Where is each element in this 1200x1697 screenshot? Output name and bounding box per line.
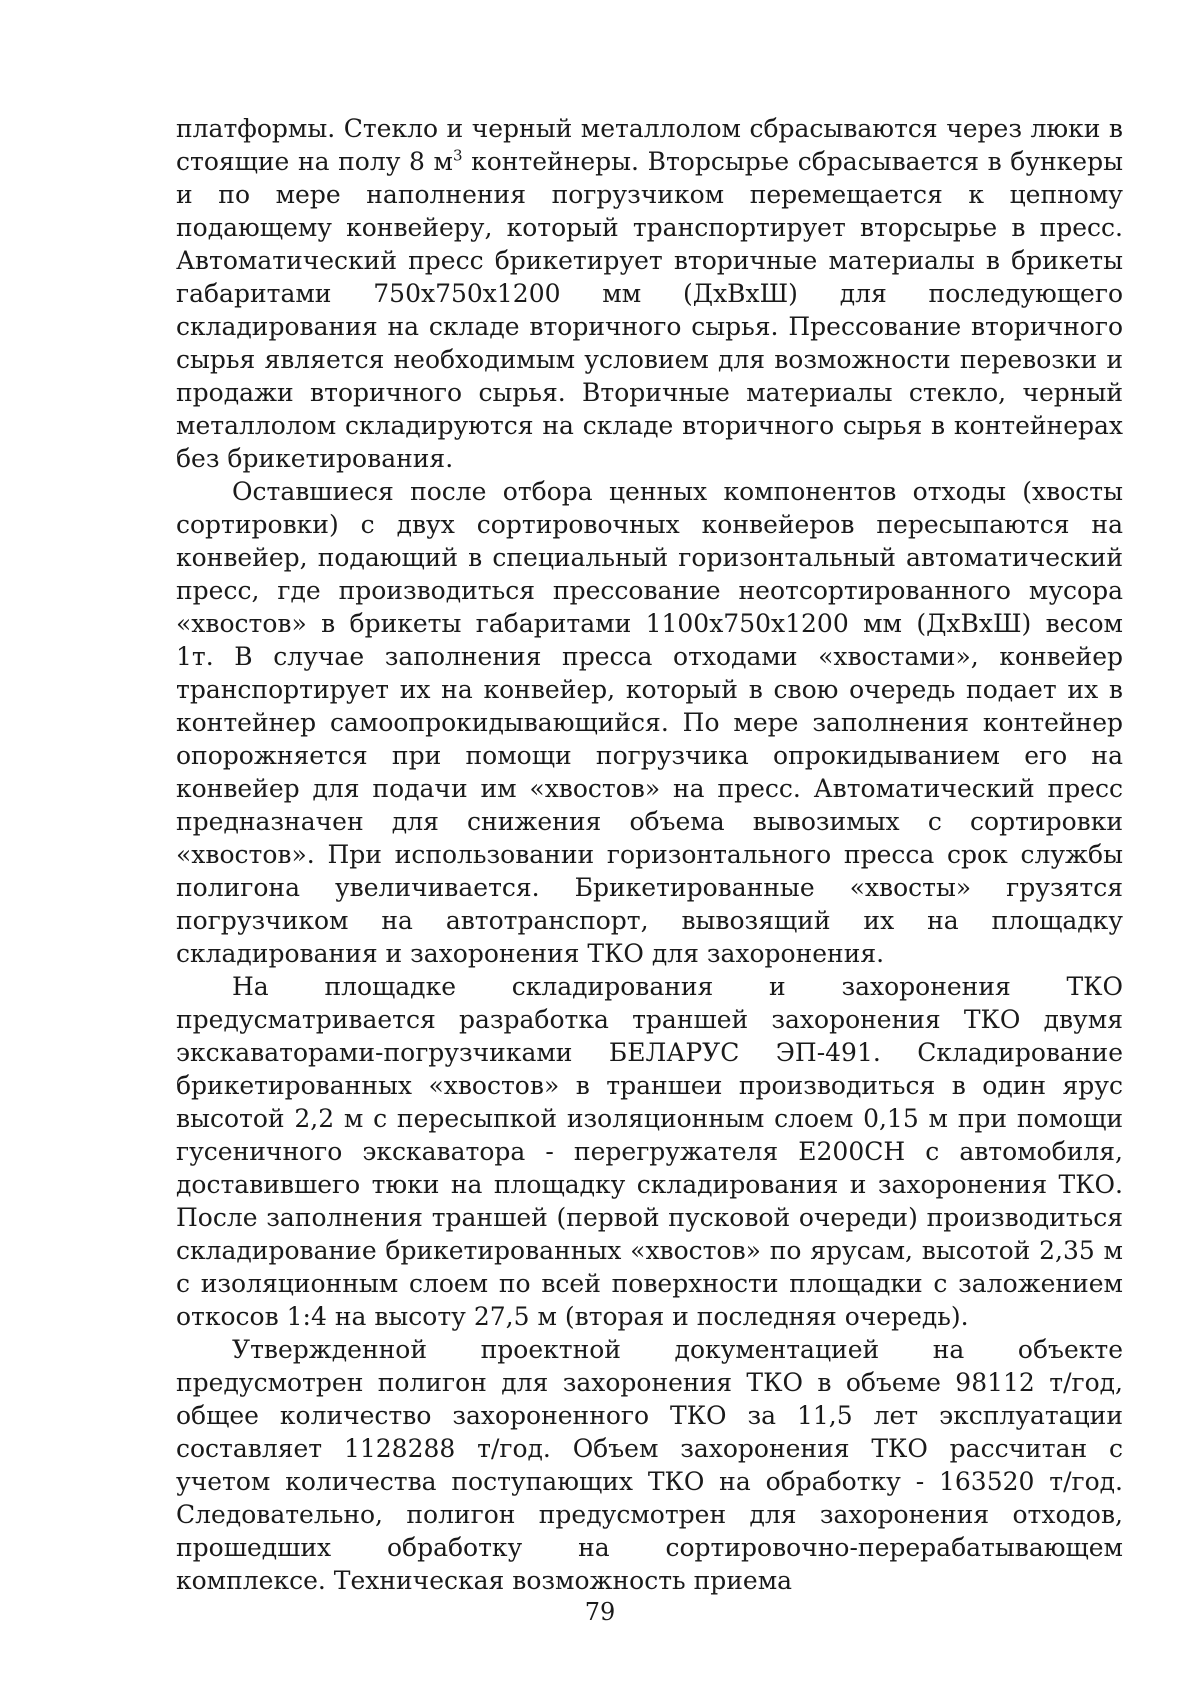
paragraph-1-text-a: платформы. Стекло и черный металлолом сбрасываются через люки в стоящие на полу 8 м: [176, 114, 1123, 176]
superscript-cubic: 3: [452, 146, 463, 165]
paragraph-3: На площадке складирования и захоронения ТКО предусматривается разработка траншей захоронения ТКО двумя экскаваторами-погрузчиками БЕЛАРУС ЭП-491. Складирование брикетированных «хвостов» в траншеи производиться в один ярус высотой 2,2 м с пересыпкой изоляционным слоем 0,15 м при помощи гусеничного экскаватора - перегружателя Е200СН с автомобиля, доставившего тюки на площадку складирования и захоронения ТКО. После заполнения траншей (первой пусковой очереди) производиться складирование брикетированных «хвостов» по ярусам, высотой 2,35 м с изоляционным слоем по всей поверхности площадки с заложением откосов 1:4 на высоту 27,5 м (вторая и последняя очередь).: [176, 972, 1123, 1331]
body-text: [176, 112, 1123, 1597]
paragraph-1: [176, 112, 1123, 475]
paragraph-2: Оставшиеся после отбора ценных компонентов отходы (хвосты сортировки) с двух сортировочных конвейеров пересыпаются на конвейер, подающий в специальный горизонтальный автоматический пресс, где производиться прессование неотсортированного мусора «хвостов» в брикеты габаритами 1100х750х1200 мм (ДхВхШ) весом 1т. В случае заполнения пресса отходами «хвостами», конвейер транспортирует их на конвейер, который в свою очередь подает их в контейнер самоопрокидывающийся. По мере заполнения контейнер опорожняется при помощи погрузчика опрокидыванием его на конвейер для подачи им «хвостов» на пресс. Автоматический пресс предназначен для снижения объема вывозимых с сортировки «хвостов». При использовании горизонтального пресса срок службы полигона увеличивается. Брикетированные «хвосты» грузятся погрузчиком на автотранспорт, вывозящий их на площадку складирования и захоронения ТКО для захоронения.: [176, 477, 1123, 968]
paragraph-4: Утвержденной проектной документацией на объекте предусмотрен полигон для захоронения ТКО в объеме 98112 т/год, общее количество захороненного ТКО за 11,5 лет эксплуатации составляет 1128288 т/год. Объем захоронения ТКО рассчитан с учетом количества поступающих ТКО на обработку - 163520 т/год. Следовательно, полигон предусмотрен для захоронения отходов, прошедших обработку на сортировочно-перерабатывающем комплексе. Техническая возможность приема: [176, 1335, 1123, 1595]
paragraph-1-text-b: контейнеры. Вторсырье сбрасывается в бункеры и по мере наполнения погрузчиком перемещается к цепному подающему конвейеру, который транспортирует вторсырье в пресс. Автоматический пресс брикетирует вторичные материалы в брикеты габаритами 750х750х1200 мм (ДхВхШ) для последующего складирования на складе вторичного сырья. Прессование вторичного сырья является необходимым условием для возможности перевозки и продажи вторичного сырья. Вторичные материалы стекло, черный металлолом складируются на складе вторичного сырья в контейнерах без брикетирования.: [176, 147, 1123, 473]
page-number: 79: [584, 1598, 616, 1626]
